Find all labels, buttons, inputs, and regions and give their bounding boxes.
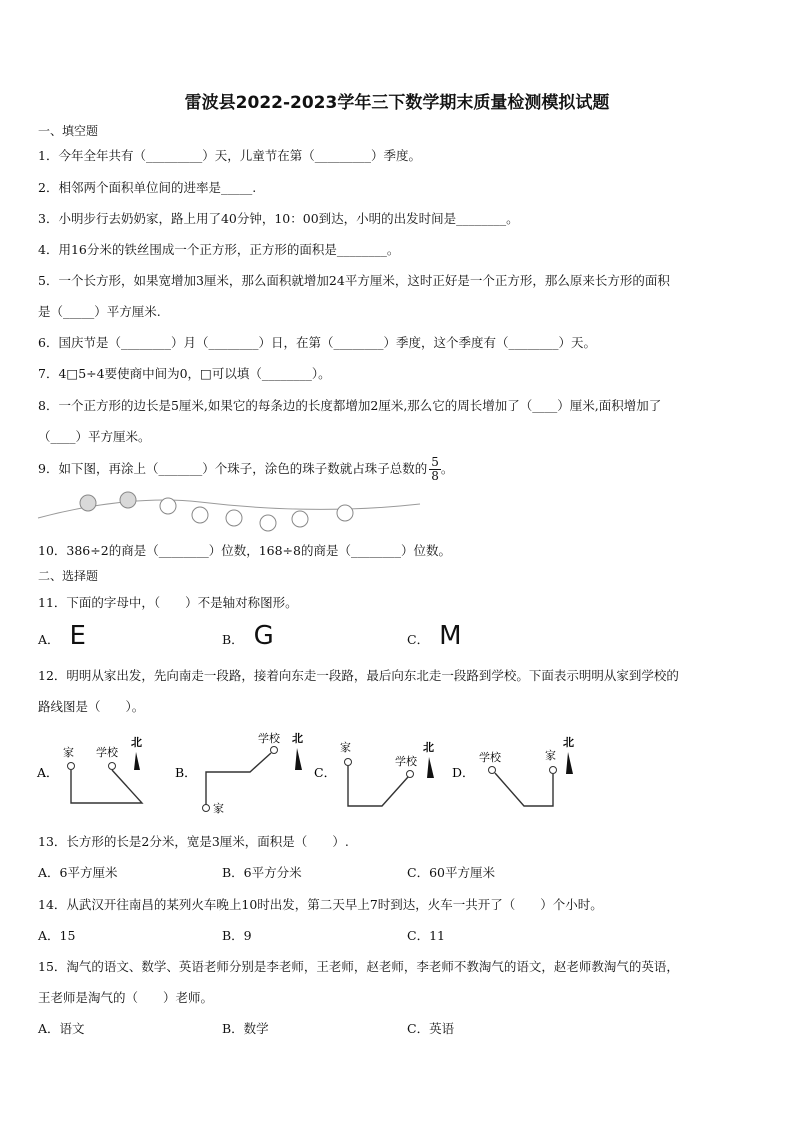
q14-option-b[interactable]: B．9	[222, 928, 252, 943]
question-13: 13．长方形的长是2分米，宽是3厘米，面积是（ ）.	[38, 834, 349, 849]
option-label: A．	[37, 765, 59, 780]
home-label: 家	[545, 749, 556, 762]
bead-unshaded	[192, 507, 208, 523]
option-label: D．	[452, 765, 475, 780]
q12-option-a[interactable]	[36, 736, 142, 803]
school-label: 学校	[96, 746, 118, 759]
option-label: C．	[407, 632, 430, 647]
question-10: 10．386÷2的商是（________）位数，168÷8的商是（________）位数。	[38, 543, 451, 558]
north-arrow-icon	[134, 752, 140, 770]
option-label: B．	[175, 765, 197, 780]
q11-option-c[interactable]	[407, 621, 462, 651]
q13-option-b[interactable]: B．6平方分米	[222, 865, 302, 880]
north-arrow-icon	[295, 748, 302, 770]
question-7: 7．4□5÷4要使商中间为0，□可以填（________）。	[38, 366, 331, 381]
north-label: 北	[292, 732, 303, 745]
school-marker	[407, 771, 414, 778]
question-5-line2: 是（_____）平方厘米.	[38, 304, 161, 319]
question-15-line1: 15．淘气的语文、数学、英语老师分别是李老师，王老师，赵老师，李老师不教淘气的语文，赵老师教淘气的英语，	[38, 959, 679, 974]
school-marker	[109, 763, 116, 770]
school-marker	[271, 747, 278, 754]
school-marker	[489, 767, 496, 774]
q12-option-c[interactable]	[314, 740, 434, 806]
q15-option-b[interactable]: B．数学	[222, 1021, 269, 1036]
section-fill-in: 一、填空题	[38, 124, 99, 138]
home-marker	[203, 805, 210, 812]
q12-option-b[interactable]	[175, 731, 303, 815]
bead-unshaded	[292, 511, 308, 527]
route-path	[206, 753, 271, 805]
q14-option-a[interactable]: A．15	[38, 928, 76, 943]
school-label: 学校	[479, 751, 501, 764]
q12-option-d[interactable]	[452, 736, 574, 806]
option-label: A．	[38, 632, 60, 647]
q11-option-b[interactable]	[222, 621, 274, 651]
fraction-denominator: 8	[431, 469, 439, 483]
question-9-end: 。	[440, 461, 454, 476]
question-6: 6．国庆节是（________）月（________）日，在第（________）季度，这个季度有（________）天。	[38, 335, 596, 350]
north-label: 北	[423, 741, 434, 754]
home-label: 家	[63, 746, 74, 759]
bead-unshaded	[260, 515, 276, 531]
question-1: 1．今年全年共有（_________）天，儿童节在第（_________）季度。	[38, 148, 421, 163]
letter-e: E	[69, 621, 86, 651]
north-arrow-icon	[566, 752, 573, 774]
home-label: 家	[213, 802, 224, 815]
question-5-line1: 5．一个长方形，如果宽增加3厘米，那么面积就增加24平方厘米，这时正好是一个正方形，那么原来长方形的面积	[38, 273, 670, 288]
q11-option-a[interactable]	[38, 621, 86, 651]
home-marker	[550, 767, 557, 774]
route-path	[71, 770, 142, 803]
bead-unshaded	[160, 498, 176, 514]
north-label: 北	[131, 736, 142, 749]
school-label: 学校	[258, 732, 280, 745]
question-4: 4．用16分米的铁丝围成一个正方形，正方形的面积是________。	[38, 242, 400, 257]
q15-option-a[interactable]: A．语文	[38, 1021, 85, 1036]
bead-shaded	[80, 495, 96, 511]
q14-option-c[interactable]: C．11	[407, 928, 445, 943]
north-arrow-icon	[427, 757, 434, 778]
q13-option-c[interactable]: C．60平方厘米	[407, 865, 495, 880]
bead-unshaded	[226, 510, 242, 526]
q13-option-a[interactable]: A．6平方厘米	[38, 865, 118, 880]
option-label: C．	[314, 765, 337, 780]
question-12-line2: 路线图是（ ）。	[38, 699, 145, 714]
school-label: 学校	[395, 755, 417, 768]
question-12-line1: 12．明明从家出发，先向南走一段路，接着向东走一段路，最后向东北走一段路到学校。下面表示明明从家到学校的	[38, 668, 679, 683]
question-8-line2: （____）平方厘米。	[38, 429, 151, 444]
question-9-text: 9．如下图，再涂上（_______）个珠子，涂色的珠子数就占珠子总数的	[38, 461, 428, 476]
bead-string-figure	[30, 486, 430, 536]
letter-m: M	[439, 621, 462, 651]
section-choice: 二、选择题	[38, 569, 99, 583]
home-label: 家	[340, 741, 351, 754]
question-3: 3．小明步行去奶奶家，路上用了40分钟，10：00到达，小明的出发时间是________。	[38, 211, 519, 226]
beads-group	[80, 492, 353, 531]
north-label: 北	[563, 736, 574, 749]
fraction-five-eighths	[429, 456, 441, 483]
home-marker	[345, 759, 352, 766]
question-9	[38, 456, 453, 483]
bead-unshaded	[337, 505, 353, 521]
page-title: 雷波县2022-2023学年三下数学期末质量检测模拟试题	[184, 93, 610, 113]
letter-g: G	[253, 621, 274, 651]
bead-shaded	[120, 492, 136, 508]
q12-route-diagrams	[30, 726, 590, 821]
question-2: 2．相邻两个面积单位间的进率是_____.	[38, 180, 257, 195]
question-11: 11．下面的字母中，（ ）不是轴对称图形。	[38, 595, 298, 610]
question-15-line2: 王老师是淘气的（ ）老师。	[38, 990, 214, 1005]
question-8-line1: 8．一个正方形的边长是5厘米,如果它的每条边的长度都增加2厘米,那么它的周长增加了（____）厘米,面积增加了	[38, 398, 662, 413]
q15-option-c[interactable]: C．英语	[407, 1021, 455, 1036]
fraction-numerator: 5	[431, 455, 439, 469]
route-path	[348, 766, 408, 806]
route-path	[495, 773, 553, 806]
option-label: B．	[222, 632, 244, 647]
question-14: 14．从武汉开往南昌的某列火车晚上10时出发，第二天早上7时到达，火车一共开了（ ）个小时。	[38, 897, 603, 912]
home-marker	[68, 763, 75, 770]
